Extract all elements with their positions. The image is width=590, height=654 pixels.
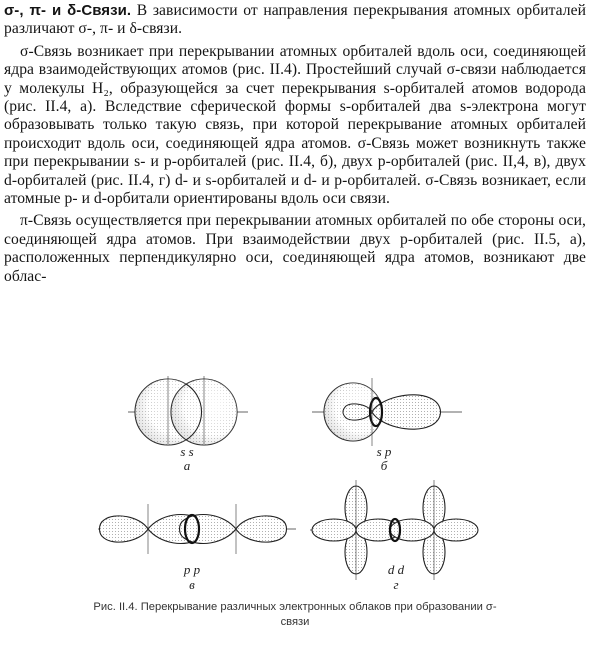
panel-s-p	[312, 378, 462, 473]
paragraph-intro	[4, 2, 586, 39]
paragraph-pi: π-Связь осуществляется при перекрывании атомных орбиталей по обе стороны оси, соединяющей ядра атомов. При взаимодействии двух p-орбиталей (рис. II.5, а), расположенных перпендикулярно оси, соединяющей ядра атомов, возникают две облас-	[4, 212, 586, 285]
panel-label-s-p: s p	[376, 444, 392, 459]
intro-text: В зависимости от направления перекрывания атомных орбиталей различают σ-, π- и δ-связи.	[4, 2, 586, 38]
section-heading: σ-, π- и δ-Связи.	[4, 2, 132, 19]
panel-d-d	[310, 480, 478, 592]
figure-caption: Рис. II.4. Перекрывание различных электронных облаков при образовании σ-связи	[93, 601, 497, 628]
panel-letter-b: б	[380, 458, 388, 473]
panel-s-s	[128, 376, 248, 473]
p-orbital-right-outer	[236, 516, 287, 542]
panel-p-p	[98, 504, 296, 592]
body-text	[4, 2, 586, 290]
panel-letter-v: в	[189, 577, 195, 592]
paragraph-sigma: σ-Связь возникает при перекрывании атомных орбиталей вдоль оси, соединяющей ядра взаимодействующих атомов (рис. II.4). Простейший случай σ-связи наблюдается у молекулы H₂, образующейся за счет перекрывания s-орбиталей атомов водорода (рис. II.4, а). Вследствие сферической формы s-орбиталей два s-электрона могут образовывать только такую связь, при которой перекрывание атомных орбиталей происходит вдоль оси, соединяющей ядра атомов. σ-Связь может возникнуть также при перекрывании s- и p-орбиталей (рис. II.4, б), двух p-орбиталей (рис. II,4, в), двух d-орбиталей (рис. II.4, г) d- и s-орбиталей и d- и p-орбиталей. σ-Связь возникает, если атомные p- и d-орбитали ориентированы вдоль оси связи.	[4, 42, 586, 208]
panel-label-p-p: p p	[183, 562, 201, 577]
p-orbital-left-outer	[100, 516, 149, 542]
panel-letter-g: г	[393, 577, 399, 592]
panel-label-d-d: d d	[387, 562, 405, 577]
panel-label-s-s: s s	[180, 444, 194, 459]
panel-letter-a: а	[183, 458, 191, 473]
